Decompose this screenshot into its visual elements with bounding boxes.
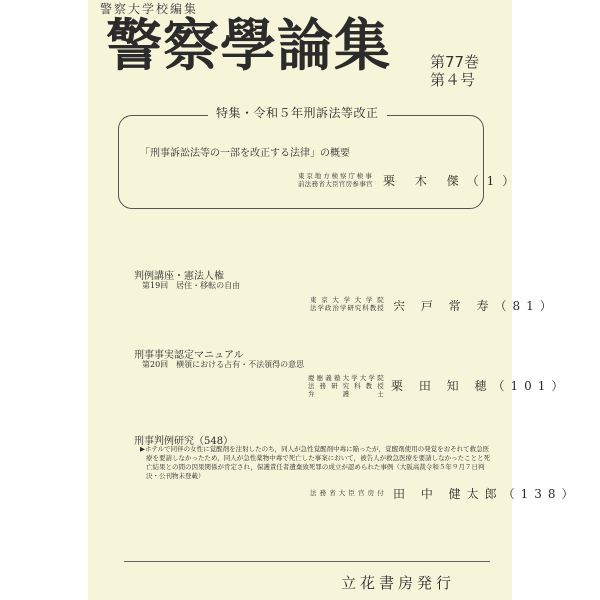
special-affiliation-2: 前法務省大臣官房参事官 (298, 180, 373, 188)
article-3-affiliation: 法務省大臣官房付 (310, 489, 384, 497)
volume-number: 第77巻 (430, 53, 480, 71)
article-2-author: 栗 田 知 穂（101） (391, 379, 570, 393)
article-3-summary-line-2: 療を要請しなかったため，同人が急性薬物中毒で死亡した事案において，被告人が救急医療を要請しなかったことと死 (146, 454, 491, 462)
article-3-summary-line-1: ▶ホテルで同伴の女性に覚醒剤を注射したのち，同人が急性覚醒剤中毒に陥ったが，覚醒剤使用の発覚をおそれて救急医 (140, 445, 490, 453)
article-3-title: 刑事判例研究（548） (134, 436, 234, 447)
article-2-title: 刑事事実認定マニュアル (134, 350, 244, 361)
special-article-title: 「刑事訴訟法等の一部を改正する法律」の概要 (140, 148, 350, 159)
article-1-title: 判例講座・憲法人権 (134, 271, 224, 282)
article-1-affiliation-2: 法学政治学研究科教授 (310, 304, 384, 312)
special-feature-heading: 特集・令和５年刑訴法等改正 (208, 104, 387, 121)
publisher-name: 立花書房発行 (341, 574, 456, 592)
article-1-affiliation-1: 東京大学大学院 (310, 296, 384, 304)
bottom-divider (124, 561, 490, 562)
article-2-affiliation-3: 弁護士 (308, 390, 384, 398)
journal-title: 警察學論集 (106, 13, 391, 79)
special-feature-box (118, 115, 484, 209)
article-1-subtitle: 第19回 居住・移転の自由 (142, 281, 241, 290)
editor-credit: 警察大学校編集 (100, 2, 199, 16)
article-3-summary-line-3: 亡結果との間の因果関係が肯定され，保護責任者遺棄致死罪の成立が認められた事例（大阪高裁令和５年９月７日判 (146, 463, 485, 471)
article-2-affiliation-2: 法務研究科教授 (308, 382, 384, 390)
article-1-author: 宍 戸 常 寿（81） (393, 299, 558, 313)
article-2-affiliation-1: 慶應義塾大学大学院 (308, 374, 384, 382)
article-3-author: 田 中 健太郎（138） (393, 487, 580, 501)
article-2-subtitle: 第20回 横領における占有・不法領得の意思 (142, 360, 305, 369)
special-affiliation-1: 東京地方検察庁検事 (298, 172, 372, 180)
article-3-summary-line-4: 決・公刊物未登載） (146, 472, 205, 480)
issue-number: 第４号 (430, 71, 476, 89)
special-author: 栗 木 傑（1） (383, 174, 523, 188)
